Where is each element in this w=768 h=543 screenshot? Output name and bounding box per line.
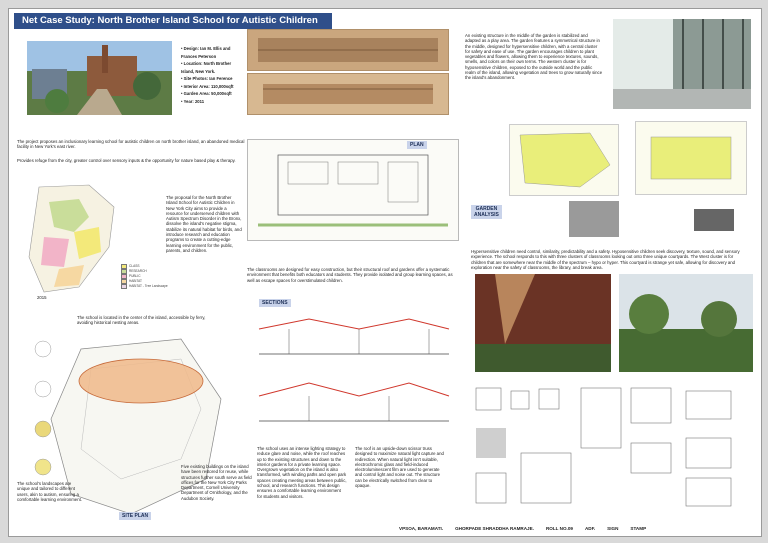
proposal-text: The proposal for the North Brother Island School for Autistic Children in New York City aims to provide a resource for underserved children with Autism Spectrum Disorder in the Bronx, dissolve the island's negative stigma, stabilize its natural habitat for birds, and introduce research and education programs to create a cutting-edge learning environment for the public, parents, and children. — [166, 195, 242, 253]
info-photos: • Site Photos: Ian Ference — [181, 75, 243, 83]
intro-text: The project proposes an inclusionary learning school for autistic children on north brother island, an abandoned medical facility in New York's east river. — [17, 139, 245, 150]
info-garden-area: • Garden Area: 50,000sqft — [181, 90, 243, 98]
section-drawing-2-svg — [249, 371, 459, 431]
render-hypersensitive-garden — [475, 274, 611, 372]
existing-buildings-text: Five existing buildings on the island have been restored for reuse, while structures further south serve as field offices for the New York City Parks Department, Cornell University Department of Ornithology, and the Audubon Society. — [181, 464, 252, 501]
section-drawing-2 — [249, 371, 459, 431]
legend-item-research: RESEARCH — [121, 269, 181, 274]
info-interior-area: • Interior Area: 110,000sqft — [181, 83, 243, 91]
section-drawing-1-svg — [249, 309, 459, 364]
garden-plan-right-drawing — [636, 122, 746, 194]
garden-diagram-strip — [509, 199, 749, 239]
footer-roll: ROLL NO.09 — [545, 525, 573, 531]
classrooms-text: The classrooms are designed for easy construction, but their structural roof and gardens offer a systematic environment that benefits both educators and students. They provide isolated and group learning spaces, as well as escape spaces for overstimulated children. — [247, 267, 453, 283]
footer-adf: ADF. — [584, 525, 596, 531]
legend-item-habitat: HABITAT — [121, 279, 181, 284]
render-hyposensitive-drawing — [619, 274, 753, 372]
render-hyposensitive-garden — [619, 274, 753, 372]
info-location: • Location: North Brother Island, New York. — [181, 60, 243, 75]
zoning-legend — [121, 264, 181, 289]
garden-plan-left-drawing — [510, 125, 618, 195]
model-photo-bottom — [247, 73, 449, 115]
garden-analysis-label — [471, 205, 502, 219]
section-drawing-1 — [249, 309, 459, 364]
render-hypersensitive-drawing — [475, 274, 611, 372]
footer-sign: SIGN — [607, 525, 619, 531]
roof-diagrams-drawing — [471, 383, 751, 513]
corridor-photo-drawing — [613, 19, 751, 109]
corridor-photo — [613, 19, 751, 109]
hypersensitive-text: Hypersensitive children need control, similarity, predictability and a safety. Hyposensitive children seek discovery, texture, sound, and sensory experience. The school responds to this with three clusters of classrooms looking out onto three unique courtyards. The West cluster is for children that are somewhere near the middle of the spectrum – hypo or hyper. This courtyard is strange yet safe, allowing for discovery and exploration near the safety of classrooms, the library, and break area. — [471, 249, 740, 270]
map-year: 2015 — [37, 295, 47, 300]
legend-item-public: PUBLIC — [121, 274, 181, 279]
model-photo-top-drawing — [248, 30, 448, 70]
roof-diagrams — [471, 383, 751, 513]
model-photo-top — [247, 29, 449, 71]
site-photo — [27, 41, 172, 115]
refuge-text: Provides refuge from the city, greater control over sensory inputs & the opportunity for nature based play & therapy. — [17, 158, 236, 163]
garden-diagram-strip-drawing — [509, 199, 749, 239]
garden-structure-text: An existing structure in the middle of the garden is stabilized and adapted as a play area. The garden features a symmetrical structure in the middle, designed for hypersensitive children, with a central cluster for safety and ease of use. The garden encourages children to plant vegetables and flowers, allowing them to experience textures, sounds, smells, and colors on their own terms. The western cluster is for hyposensitive children, exposed to the outside world and the public realm of the island, allowing vegetation and trees to grow naturally since the island's abandonment. — [465, 33, 603, 81]
garden-plan-right — [635, 121, 747, 195]
garden-analysis-label-line2: ANALYSIS — [474, 212, 499, 218]
legend-item-class: CLASS — [121, 264, 181, 269]
footer-bar — [399, 522, 759, 534]
sheet-title: Net Case Study: North Brother Island School for Autistic Children — [14, 13, 332, 29]
lighting-text: The school uses an intense lighting strategy to reduce glare and noise, while the roof reaches up to the existing structures and down to the interior gardens for a private learning space. Overgrown vegetation on the island is also transformed, with winding paths and open park spaces creating meeting areas between public, school, and research functions. This design ensures a comfortable learning environment for students and visitors. — [257, 446, 347, 499]
info-year: • Year: 2011 — [181, 98, 243, 106]
landscapes-text: The school's landscapes are unique and tailored to different users, akin to autism, ensuring a comfortable learning environment. — [17, 481, 82, 502]
floor-plan — [247, 139, 459, 241]
plan-label: PLAN — [407, 141, 427, 149]
floor-plan-drawing — [248, 140, 458, 240]
footer-student: GHORPADE SHRADDHA RAMRAJE. — [455, 525, 534, 531]
garden-analysis-label-line1: GARDEN — [475, 206, 498, 212]
site-plan-label: SITE PLAN — [119, 512, 151, 520]
sections-label: SECTIONS — [259, 299, 291, 307]
site-photo-drawing — [27, 41, 172, 115]
legend-item-habitat-tree: HABITAT - Tree Landscape — [121, 284, 181, 289]
presentation-sheet — [8, 8, 762, 537]
project-info-list — [181, 45, 243, 105]
info-design: • Design: Ian M. Ellis and Frances Peterson — [181, 45, 243, 60]
school-location-text: The school is located in the center of the island, accessible by ferry, avoiding historical nesting areas. — [77, 315, 206, 326]
garden-plan-left — [509, 124, 619, 196]
roof-text: The roof is an upside-down scissor truss designed to maximize natural light capture and redirection. When natural light isn't suitable, electrochromic glass and field-induced electroluminescent film are used to generate and control light and noise out. The structure can be electrically switched from clear to opaque. — [355, 446, 444, 489]
model-photo-bottom-drawing — [248, 74, 448, 114]
footer-college: VPSOA, BARAMATI. — [399, 525, 444, 531]
footer-stamp: STAMP — [630, 525, 647, 531]
